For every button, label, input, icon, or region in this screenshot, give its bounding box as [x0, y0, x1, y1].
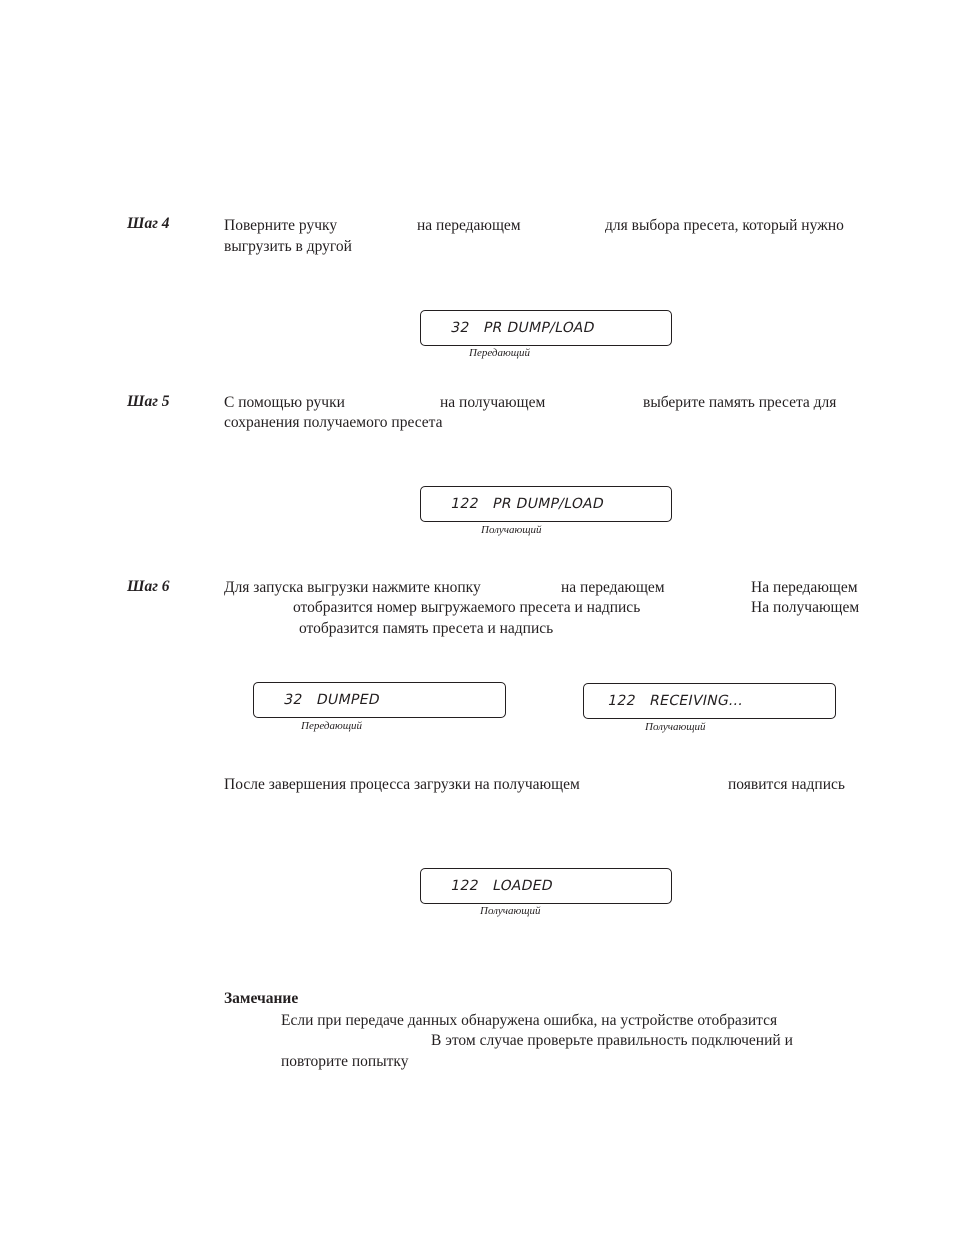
display-caption: Передающий [469, 347, 531, 359]
lcd-display-receiver [583, 683, 836, 719]
note-text-line3: повторите попытку [281, 1053, 409, 1070]
step-6-text-part1: Для запуска выгрузки нажмите кнопку [224, 579, 481, 596]
step-5-text-part3: выберите память пресета для [643, 394, 837, 411]
step-5-text-part1: С помощью ручки [224, 394, 345, 411]
step-6-text-line2-part1: отобразится номер выгружаемого пресета и надпись [293, 599, 641, 616]
completion-text-part2: появится надпись [728, 776, 845, 793]
step-4-text-part3: для выбора пресета, который нужно [605, 217, 844, 234]
lcd-display-transmitter [420, 310, 672, 346]
display-caption: Получающий [481, 524, 542, 536]
display-caption: Передающий [301, 720, 363, 732]
lcd-display-text: 32 PR DUMP/LOAD [449, 320, 597, 336]
step-5-text-line2: сохранения получаемого пресета [224, 414, 443, 431]
display-caption: Получающий [645, 721, 706, 733]
lcd-display-text: 122 RECEIVING... [606, 693, 745, 709]
step-4-text-line2: выгрузить в другой [224, 238, 352, 255]
step-4-text-part1: Поверните ручку [224, 217, 338, 234]
step-5-label: Шаг 5 [127, 393, 170, 410]
step-4-text-part2: на передающем [417, 217, 521, 234]
step-5-text-part2: на получающем [440, 394, 546, 411]
note-title: Замечание [224, 990, 299, 1007]
step-4-label: Шаг 4 [127, 215, 170, 232]
step-6-text-line3: отобразится память пресета и надпись [299, 620, 554, 637]
step-6-label: Шаг 6 [127, 578, 170, 595]
completion-text-part1: После завершения процесса загрузки на получающем [224, 776, 580, 793]
display-caption: Получающий [480, 905, 541, 917]
lcd-display-text: 122 PR DUMP/LOAD [449, 496, 606, 512]
lcd-display-text: 32 DUMPED [282, 692, 382, 708]
note-text-line2: В этом случае проверьте правильность подключений и [431, 1032, 793, 1049]
lcd-display-transmitter [253, 682, 506, 718]
step-6-text-part3: На передающем [751, 579, 858, 596]
lcd-display-receiver [420, 486, 672, 522]
step-6-text-line2-part2: На получающем [751, 599, 860, 616]
note-text-line1: Если при передаче данных обнаружена ошибка, на устройстве отобразится [281, 1012, 778, 1029]
lcd-display-text: 122 LOADED [449, 878, 555, 894]
step-6-text-part2: на передающем [561, 579, 665, 596]
lcd-display-receiver [420, 868, 672, 904]
